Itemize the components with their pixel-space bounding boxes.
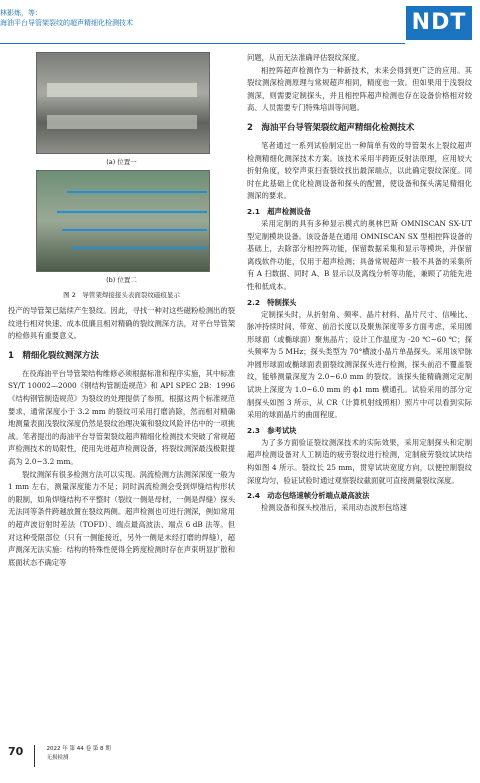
page-header	[0, 0, 480, 48]
footer-meta	[47, 745, 111, 763]
paragraph: 检测设备和探头校准后，采用动态波形包络速	[261, 503, 407, 513]
paragraph: 为了多方面验证裂纹测深技术的实际效果，采用定制探头和定制超声检测设备对人工制造的疲劳裂纹进行检测，定制疲劳裂纹试块结构如图 4 所示。裂纹长 25 mm，贯穿试块宽度方向，以便控制裂纹深度均匀，验证试验时通过观察裂纹截面就可直接测量裂纹深度。	[247, 437, 472, 485]
paragraph: 问题，从而无法准确评估裂纹深度。	[247, 53, 364, 62]
right-column	[247, 52, 472, 515]
header-divider	[0, 43, 405, 44]
section-heading: 1 精细化裂纹测深方法	[8, 350, 99, 361]
journal-name: 无损检测	[46, 755, 69, 761]
issue-info: 2022 年 第 44 卷 第 8 期	[46, 746, 111, 752]
paragraph: 笔者通过一系列试验制定出一种简单有效的导管架水上裂纹超声检测精细化测深技术方案。该技术采用半跨距反射法原理，应用较大折射角度，较窄声束扫查裂纹找出最深端点，以此确定裂纹深度。同时在此基础上优化检测设备和探头的配置，使设备和探头满足精细化测深的要求。	[247, 140, 472, 201]
subfigure-a-label: (a) 位置一	[106, 158, 137, 166]
subsection-heading: 2.2 特制探头	[247, 297, 297, 307]
figure-caption: 图 2 导管架焊接接头表面裂纹磁痕显示	[63, 291, 180, 299]
subfigure-b-label: (b) 位置二	[106, 276, 137, 284]
header-article-title: 海油平台导管架裂纹的超声精细化检测技术	[0, 19, 133, 27]
paragraph: 投产的导管架已陆续产生裂纹。因此，寻找一种对这些磁粉检测出的裂纹进行相对快速、成本低廉且相对精确的裂纹测深方法，对平台导管架的检修具有重要意义。	[8, 306, 235, 341]
figure-2	[8, 52, 235, 299]
paragraph: 裂纹测深有很多检测方法可以实现。涡流检测方法测深深度一般为 1 mm 左右，测量深度能力不足；同时涡流检测会受到焊缝结构形状的限制，如角焊缝结构不平整时（裂纹一侧是母材，一侧是焊缝）探头无法同等条件跨越放置在裂纹两侧。超声检测也可进行测深，例如常用的超声波衍射时差法（TOFD）、端点最高波法、端点 6 dB 法等。但对这种受限部位（只有一侧能接近，另外一侧是未经打磨的焊缝），超声测深无法实施：结构的特殊性使得全跨度检测时存在声束明显扩散和底面状态不确定等	[8, 469, 235, 567]
section-heading: 2 海油平台导管架裂纹超声精细化检测技术	[247, 122, 415, 133]
ruler-image-lower	[47, 115, 197, 129]
magnetic-indication-line	[67, 191, 207, 193]
photo-position-2	[36, 170, 210, 272]
page-number: 70	[8, 745, 24, 758]
paragraph: 采用定制的具有多种显示模式的奥林巴斯 OMNISCAN SX-UT 型定制模块设备。该设备是在通用 OMNISCAN SX 型相控阵设备的基础上，去除部分相控阵功能，保留数据采集和显示等模块，并保留离线软件功能，仅用于超声检测；具备常规超声一般不具备的采集所有 A 扫数据、同时 A、B 显示以及离线分析等功能，兼顾了功能先进性和低成本。	[247, 218, 472, 291]
magnetic-indication-line	[57, 211, 207, 213]
journal-logo: NDT	[406, 6, 472, 40]
footer-divider	[34, 745, 35, 767]
magnetic-indication-line	[72, 247, 207, 249]
paragraph: 在役海油平台导管架结构维修必须根据标准和程序实施，其中标准 SY/T 10002—2000《钢结构管制造规范》和 API SPEC 2B：1996《结构钢管制造规范》为裂纹的处理提供了参照。根据这两个标准规范要求，通常深度小于 3.2 mm 的裂纹可采用打磨消除，然而相对精确地测量表面浅裂纹深度仍然是裂纹治理决策和裂纹风险评估中的一项挑战。笔者提出的海油平台导管架裂纹超声精细化检测技术突破了常规超声检测技术的局限性，使用先进超声检测设备，将裂纹测深最浅极限提高为 2.0~3.2 mm。	[8, 368, 235, 466]
magnetic-indication-line	[62, 229, 207, 231]
paragraph: 定制探头时，从折射角、频率、晶片材料、晶片尺寸、信噪比、脉冲持续时间、带宽、前沿长度以及聚焦深度等多方面考虑，采用圆形球面（或椭球面）聚焦晶片；设计工作温度为 -20 ℃~60 ℃；探头频率为 5 MHz；探头类型为 70°横波小晶片单晶探头。采用该窄脉冲圆形球面或椭球面表面裂纹测深探头进行检测，探头前沿不覆盖裂纹，能够测量深度为 2.0~6.0 mm 的裂纹。该探头能精确测定定制试块上深度为 1.0~6.0 mm 的 ϕ1 mm 横通孔。试验采用的部分定制探头如图 3 所示，从 CR（计算机射线照相）照片中可以看到实际采用的球面晶片的曲面程度。	[247, 309, 472, 420]
ruler-image	[47, 83, 197, 97]
photo-position-1	[36, 52, 210, 154]
subsection-heading: 2.3 参考试块	[247, 425, 297, 435]
header-authors: 林影炼，等：	[0, 9, 42, 17]
subsection-heading: 2.4 动态包络速帧分析端点最高波法	[247, 491, 370, 501]
left-column	[8, 52, 235, 569]
page-footer	[8, 745, 128, 767]
subsection-heading: 2.1 超声检测设备	[247, 206, 312, 216]
paragraph: 相控阵超声检测作为一种新技术，未来会得到更广泛的应用。其裂纹测深检测原理与常规超声相同，精度也一致。但如果用于浅裂纹测深，则需要定制探头，并且相控阵超声检测也存在设备价格相对较高、人员需要专门特殊培训等问题。	[247, 65, 472, 113]
